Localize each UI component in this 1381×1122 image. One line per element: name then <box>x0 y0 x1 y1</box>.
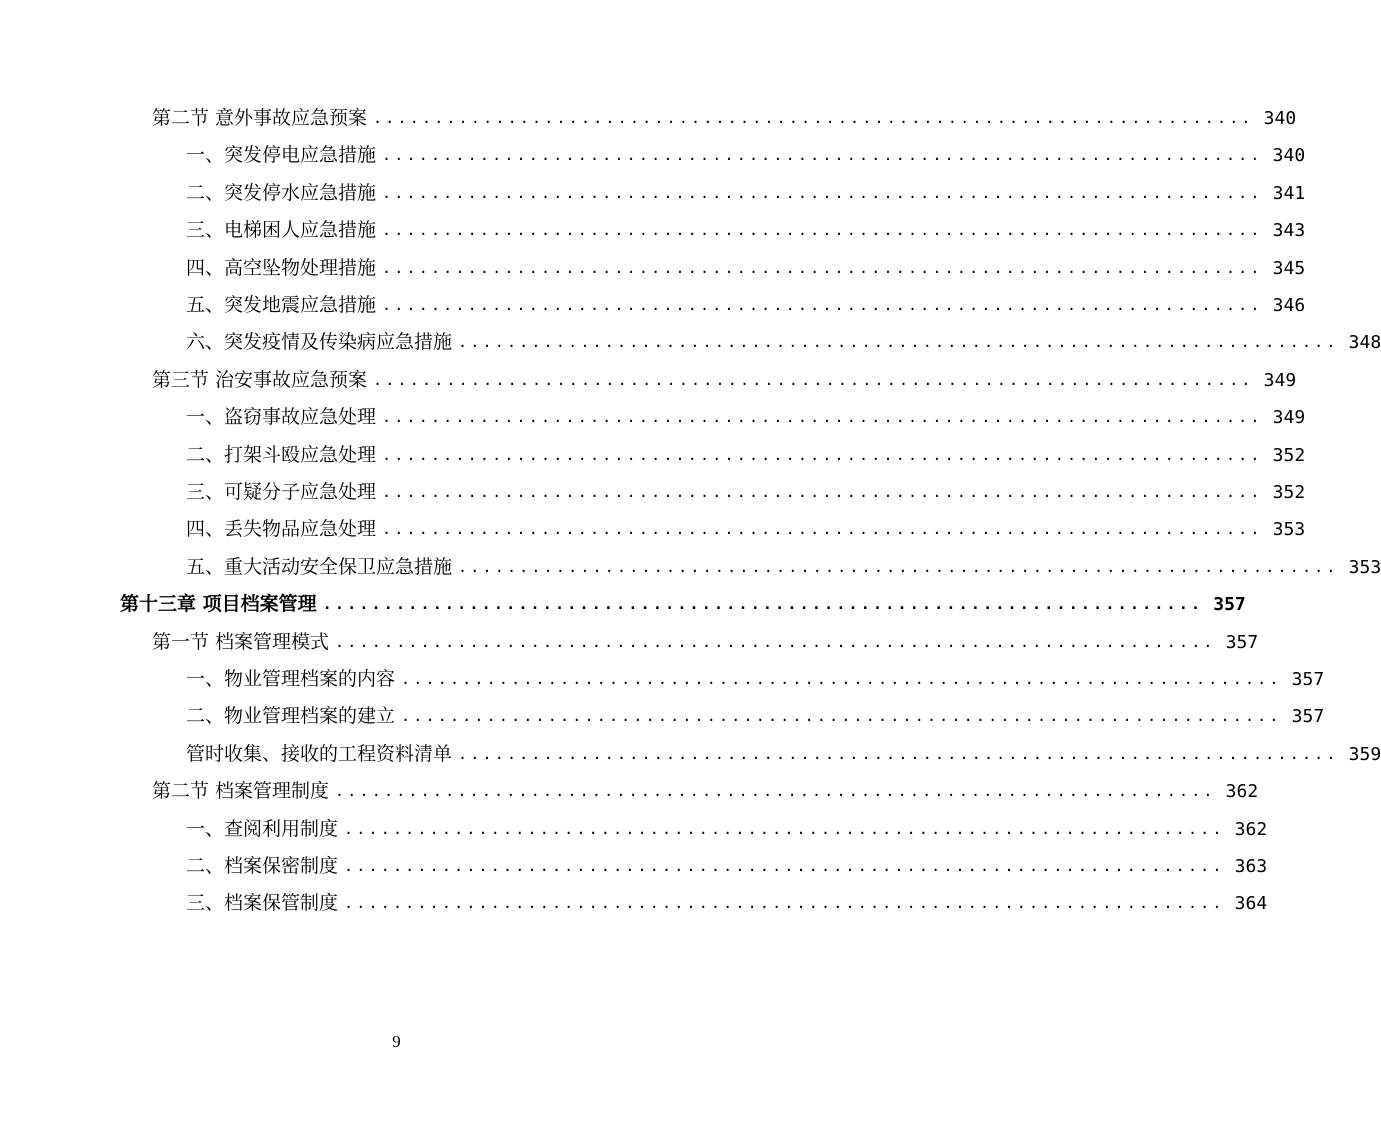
toc-entry-title: 三、档案保管制度 <box>186 892 339 915</box>
toc-entry-title: 四、丢失物品应急处理 <box>186 518 377 541</box>
toc-dot-leader: ........................................................................ <box>401 707 1282 726</box>
toc-dot-leader: ........................................................................ <box>373 370 1254 389</box>
toc-entry-page-number: 353 <box>1348 556 1381 578</box>
toc-entry-item[interactable] <box>186 736 1381 773</box>
toc-entry-page-number: 353 <box>1272 519 1306 541</box>
toc-entry-title: 一、盗窃事故应急处理 <box>186 406 377 429</box>
toc-dot-leader: ........................................................................ <box>344 857 1225 875</box>
toc-dot-leader: ........................................................................ <box>401 670 1282 688</box>
toc-entry-item[interactable] <box>186 137 1306 174</box>
toc-entry-title: 管时收集、接收的工程资料清单 <box>186 742 453 765</box>
toc-dot-leader: ........................................................................ <box>382 183 1263 202</box>
toc-dot-leader: ........................................................................ <box>382 445 1263 464</box>
toc-dot-leader: ........................................................................ <box>458 333 1339 352</box>
toc-dot-leader: ........................................................................ <box>382 296 1263 314</box>
page-number: 9 <box>392 1032 401 1051</box>
toc-dot-leader: ........................................................................ <box>382 408 1263 427</box>
toc-entry-page-number: 359 <box>1348 743 1381 765</box>
toc-entry-section[interactable] <box>152 773 1259 810</box>
toc-entry-page-number: 343 <box>1272 220 1306 242</box>
toc-entry-section[interactable] <box>152 100 1297 137</box>
toc-entry-page-number: 357 <box>1225 631 1259 653</box>
toc-entry-page-number: 357 <box>1213 594 1246 616</box>
toc-entry-page-number: 340 <box>1263 108 1297 129</box>
toc-entry-item[interactable] <box>186 324 1381 361</box>
toc-entry-title: 第二节 档案管理制度 <box>152 780 330 803</box>
toc-entry-item[interactable] <box>186 399 1306 436</box>
toc-entry-title: 三、电梯困人应急措施 <box>186 219 377 242</box>
toc-entry-item[interactable] <box>186 175 1306 212</box>
toc-dot-leader: ........................................................................ <box>382 221 1263 240</box>
toc-entry-item[interactable] <box>186 848 1268 885</box>
toc-entry-item[interactable] <box>186 511 1306 548</box>
toc-entry-page-number: 340 <box>1272 145 1306 167</box>
toc-entry-title: 六、突发疫情及传染病应急措施 <box>186 331 453 354</box>
toc-entry-item[interactable] <box>186 287 1306 324</box>
toc-dot-leader: ........................................................................ <box>373 109 1254 127</box>
toc-dot-leader: ........................................................................ <box>335 632 1216 651</box>
toc-entry-title: 第三节 治安事故应急预案 <box>152 368 368 391</box>
toc-entry-page-number: 345 <box>1272 257 1306 279</box>
toc-entry-page-number: 352 <box>1272 444 1306 466</box>
toc-entry-page-number: 349 <box>1272 407 1306 429</box>
toc-entry-title: 四、高空坠物处理措施 <box>186 256 377 279</box>
toc-entry-item[interactable] <box>186 437 1306 474</box>
toc-dot-leader: ........................................................................ <box>458 744 1339 763</box>
toc-entry-title: 三、可疑分子应急处理 <box>186 481 377 503</box>
toc-entry-item[interactable] <box>186 811 1268 848</box>
toc-entry-page-number: 352 <box>1272 482 1306 503</box>
toc-entry-item[interactable] <box>186 549 1381 586</box>
toc-entry-page-number: 349 <box>1263 369 1297 391</box>
toc-entry-title: 二、档案保密制度 <box>186 855 339 877</box>
toc-dot-leader: ........................................................................ <box>322 595 1204 614</box>
toc-dot-leader: ........................................................................ <box>382 146 1263 165</box>
toc-entry-item[interactable] <box>186 250 1306 287</box>
toc-dot-leader: ........................................................................ <box>382 520 1263 539</box>
toc-entry-title: 五、重大活动安全保卫应急措施 <box>186 555 453 578</box>
toc-entry-section[interactable] <box>152 362 1297 399</box>
toc-entry-item[interactable] <box>186 212 1306 249</box>
toc-entry-page-number: 341 <box>1272 182 1306 204</box>
toc-entry-title: 二、打架斗殴应急处理 <box>186 443 377 466</box>
toc-entry-chapter[interactable] <box>120 586 1246 623</box>
toc-entry-title: 第十三章 项目档案管理 <box>120 593 317 616</box>
toc-entry-page-number: 362 <box>1234 818 1268 840</box>
toc-entry-title: 五、突发地震应急措施 <box>186 294 377 316</box>
toc-dot-leader: ........................................................................ <box>335 782 1216 801</box>
toc-entry-page-number: 357 <box>1291 706 1325 728</box>
toc-entry-title: 第一节 档案管理模式 <box>152 630 330 653</box>
toc-entry-page-number: 346 <box>1272 295 1306 316</box>
toc-entry-title: 二、物业管理档案的建立 <box>186 705 396 728</box>
toc-entry-page-number: 363 <box>1234 856 1268 877</box>
toc-entry-page-number: 362 <box>1225 781 1259 803</box>
toc-entry-item[interactable] <box>186 661 1325 698</box>
toc-entry-page-number: 348 <box>1348 332 1381 354</box>
toc-entry-item[interactable] <box>186 885 1268 922</box>
toc-entry-page-number: 364 <box>1234 893 1268 915</box>
toc-entry-page-number: 357 <box>1291 669 1325 690</box>
toc-entry-title: 一、物业管理档案的内容 <box>186 668 396 690</box>
toc-entry-title: 第二节 意外事故应急预案 <box>152 107 368 129</box>
toc-dot-leader: ........................................................................ <box>382 258 1263 277</box>
toc-entry-item[interactable] <box>186 698 1325 735</box>
toc-dot-leader: ........................................................................ <box>344 819 1225 838</box>
toc-entry-title: 一、突发停电应急措施 <box>186 144 377 167</box>
toc-dot-leader: ........................................................................ <box>344 894 1225 913</box>
toc-dot-leader: ........................................................................ <box>382 483 1263 501</box>
toc-entry-title: 一、查阅利用制度 <box>186 817 339 840</box>
toc-entry-section[interactable] <box>152 624 1259 661</box>
toc-dot-leader: ........................................................................ <box>458 557 1339 576</box>
toc-entry-item[interactable] <box>186 474 1306 511</box>
toc-entry-title: 二、突发停水应急措施 <box>186 181 377 204</box>
